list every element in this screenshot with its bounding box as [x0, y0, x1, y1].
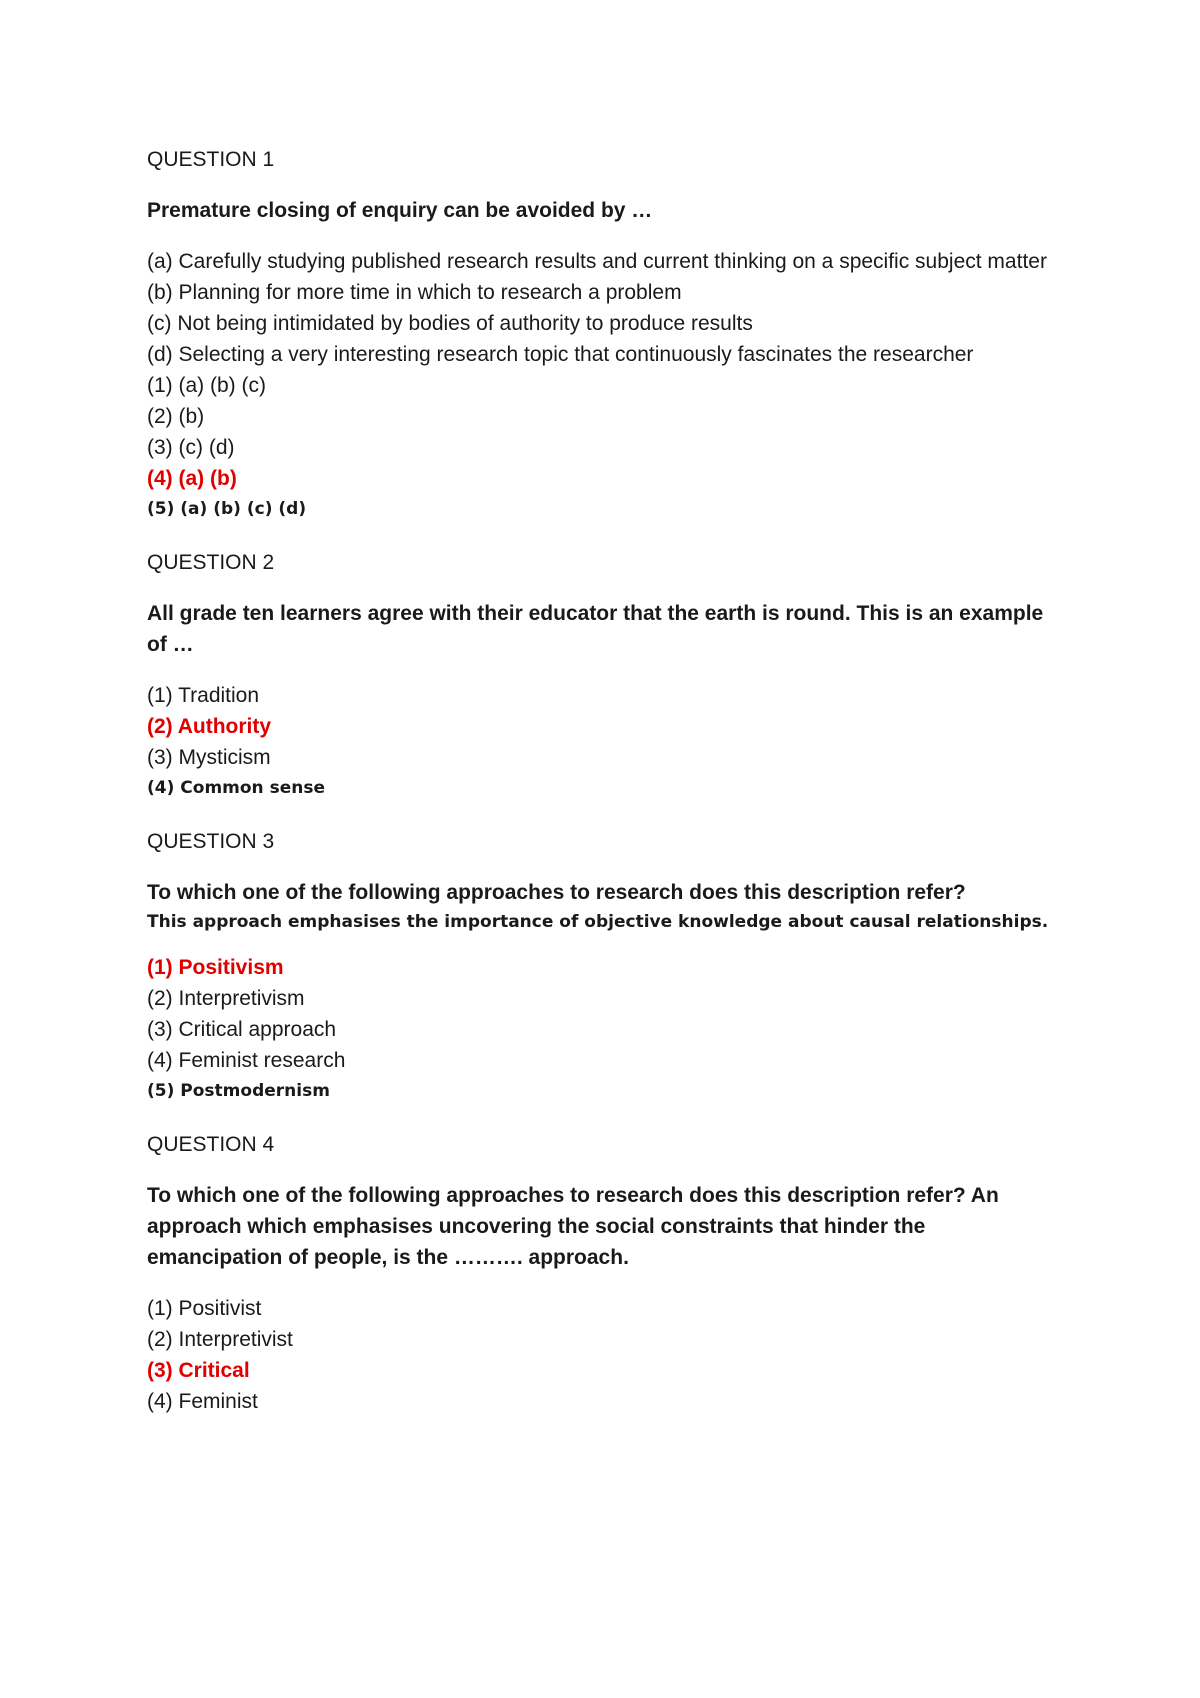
option-1: (1) (a) (b) (c) — [147, 374, 266, 397]
question-heading: QUESTION 3 — [147, 830, 275, 853]
option-3: (3) Mysticism — [147, 746, 271, 769]
option-2-correct-answer: (2) Authority — [147, 715, 272, 738]
question-prompt: Premature closing of enquiry can be avoided by … — [147, 199, 653, 222]
option-3: (3) Critical approach — [147, 1018, 337, 1041]
question-4 — [147, 1130, 1059, 1417]
option-1-correct-answer: (1) Positivism — [147, 956, 284, 979]
question-prompt: To which one of the following approaches to research does this description refer? — [147, 881, 966, 904]
option-3-correct-answer: (3) Critical — [147, 1359, 250, 1382]
option-2: (2) Interpretivism — [147, 987, 305, 1010]
statement-d: (d) Selecting a very interesting research topic that continuously fascinates the researcher — [147, 343, 974, 366]
option-4: (4) Feminist — [147, 1390, 258, 1413]
option-2: (2) Interpretivist — [147, 1328, 293, 1351]
question-heading: QUESTION 2 — [147, 551, 275, 574]
option-4-correct-answer: (4) (a) (b) — [147, 467, 237, 490]
option-1: (1) Positivist — [147, 1297, 262, 1320]
question-prompt: All grade ten learners agree with their educator that the earth is round. This is an example of … — [147, 602, 1044, 656]
question-description: This approach emphasises the importance of objective knowledge about causal relationships. — [147, 912, 1049, 932]
question-2 — [147, 548, 1059, 803]
statement-b: (b) Planning for more time in which to research a problem — [147, 281, 682, 304]
document-content — [147, 145, 1059, 1441]
option-5: (5) (a) (b) (c) (d) — [147, 499, 307, 519]
option-2: (2) (b) — [147, 405, 205, 428]
question-3 — [147, 827, 1059, 1106]
question-heading: QUESTION 4 — [147, 1133, 275, 1156]
question-heading: QUESTION 1 — [147, 148, 275, 171]
option-4: (4) Feminist research — [147, 1049, 346, 1072]
question-prompt: To which one of the following approaches to research does this description refer? An approach which emphasises uncovering the social constraints that hinder the emancipation of people, is the ………. approach. — [147, 1184, 999, 1269]
statement-c: (c) Not being intimidated by bodies of authority to produce results — [147, 312, 753, 335]
question-1 — [147, 145, 1059, 524]
option-5: (5) Postmodernism — [147, 1081, 330, 1101]
option-3: (3) (c) (d) — [147, 436, 235, 459]
statement-a: (a) Carefully studying published research results and current thinking on a specific subject matter — [147, 250, 1047, 273]
option-4: (4) Common sense — [147, 778, 325, 798]
option-1: (1) Tradition — [147, 684, 260, 707]
